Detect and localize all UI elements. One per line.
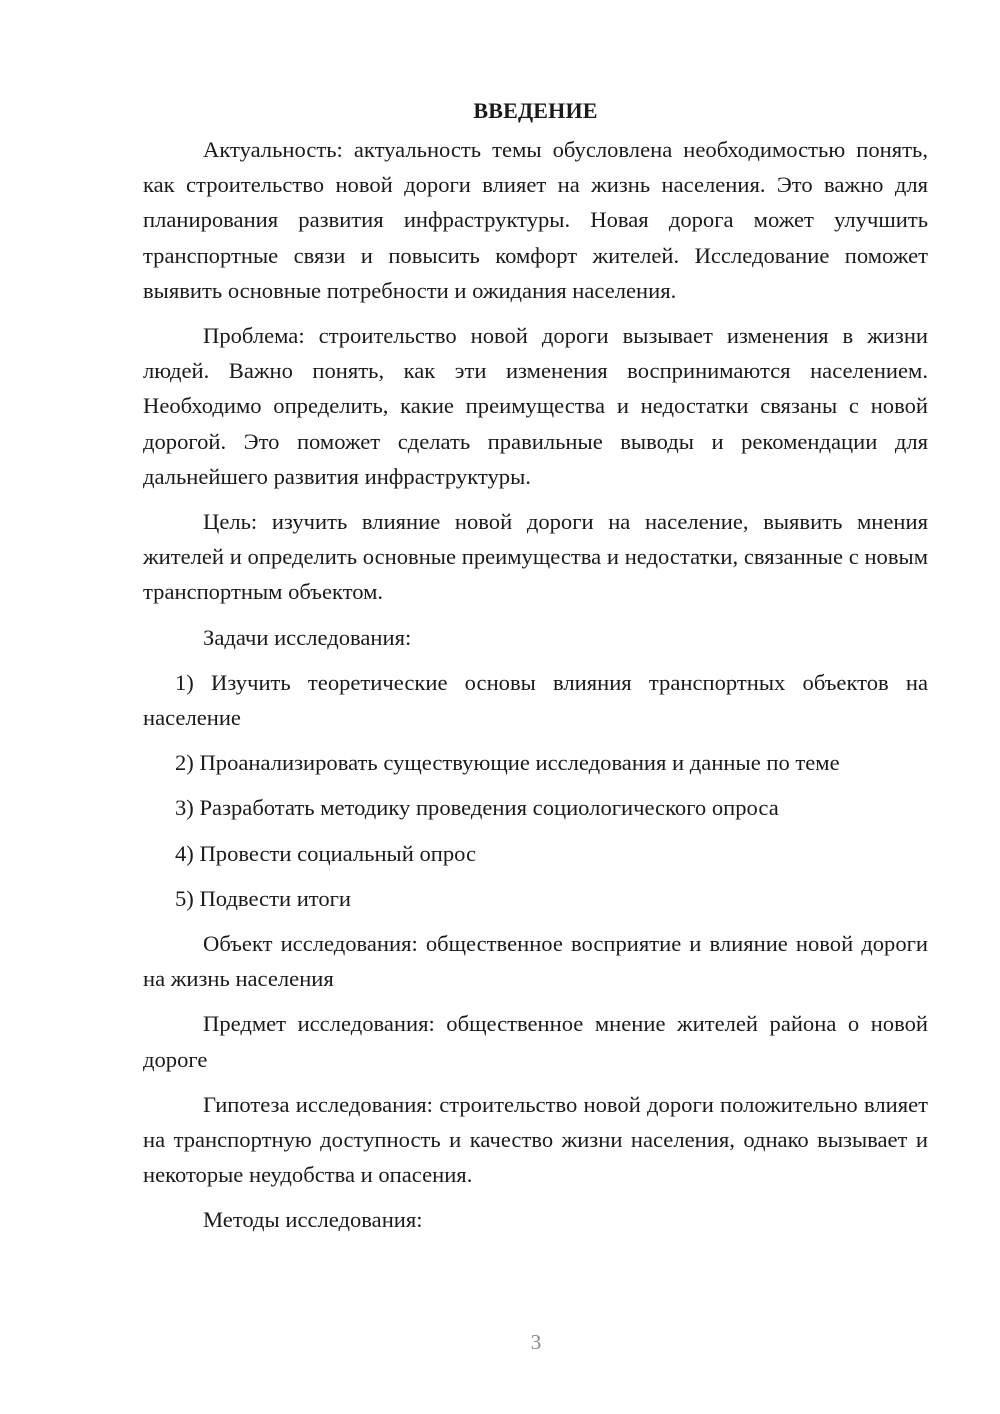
section-title: ВВЕДЕНИЕ bbox=[473, 98, 598, 123]
tasks-heading: Задачи исследования: bbox=[203, 624, 412, 650]
document-page bbox=[143, 90, 928, 1248]
goal-paragraph: Цель: изучить влияние новой дороги на население, выявить мнения жителей и определить основные преимущества и недостатки, связанные с новым транспортным объектом. bbox=[143, 509, 928, 605]
task-item-1: 1) Изучить теоретические основы влияния транспортных объектов на население bbox=[143, 669, 928, 731]
relevance-paragraph: Актуальность: актуальность темы обусловлена необходимостью понять, как строительство новой дороги влияет на жизнь населения. Это важно для планирования развития инфраструктуры. Новая дорога может улучшить транспортные связи и повысить комфорт жителей. Исследование поможет выявить основные потребности и ожидания населения. bbox=[143, 137, 928, 303]
task-item-3: 3) Разработать методику проведения социологического опроса bbox=[175, 795, 779, 821]
problem-paragraph: Проблема: строительство новой дороги вызывает изменения в жизни людей. Важно понять, как эти изменения воспринимаются населением. Необходимо определить, какие преимущества и недостатки связаны с новой дорогой. Это поможет сделать правильные выводы и рекомендации для дальнейшего развития инфраструктуры. bbox=[143, 323, 928, 489]
object-paragraph: Объект исследования: общественное восприятие и влияние новой дороги на жизнь населения bbox=[143, 931, 928, 992]
task-item-2: 2) Проанализировать существующие исследования и данные по теме bbox=[175, 750, 840, 776]
task-item-4: 4) Провести социальный опрос bbox=[175, 840, 477, 866]
hypothesis-paragraph: Гипотеза исследования: строительство новой дороги положительно влияет на транспортную доступность и качество жизни населения, однако вызывает и некоторые неудобства и опасения. bbox=[143, 1091, 928, 1188]
methods-heading: Методы исследования: bbox=[203, 1207, 423, 1233]
page-number: 3 bbox=[530, 1330, 542, 1354]
subject-paragraph: Предмет исследования: общественное мнение жителей района о новой дороге bbox=[143, 1011, 928, 1072]
task-item-5: 5) Подвести итоги bbox=[175, 885, 352, 911]
